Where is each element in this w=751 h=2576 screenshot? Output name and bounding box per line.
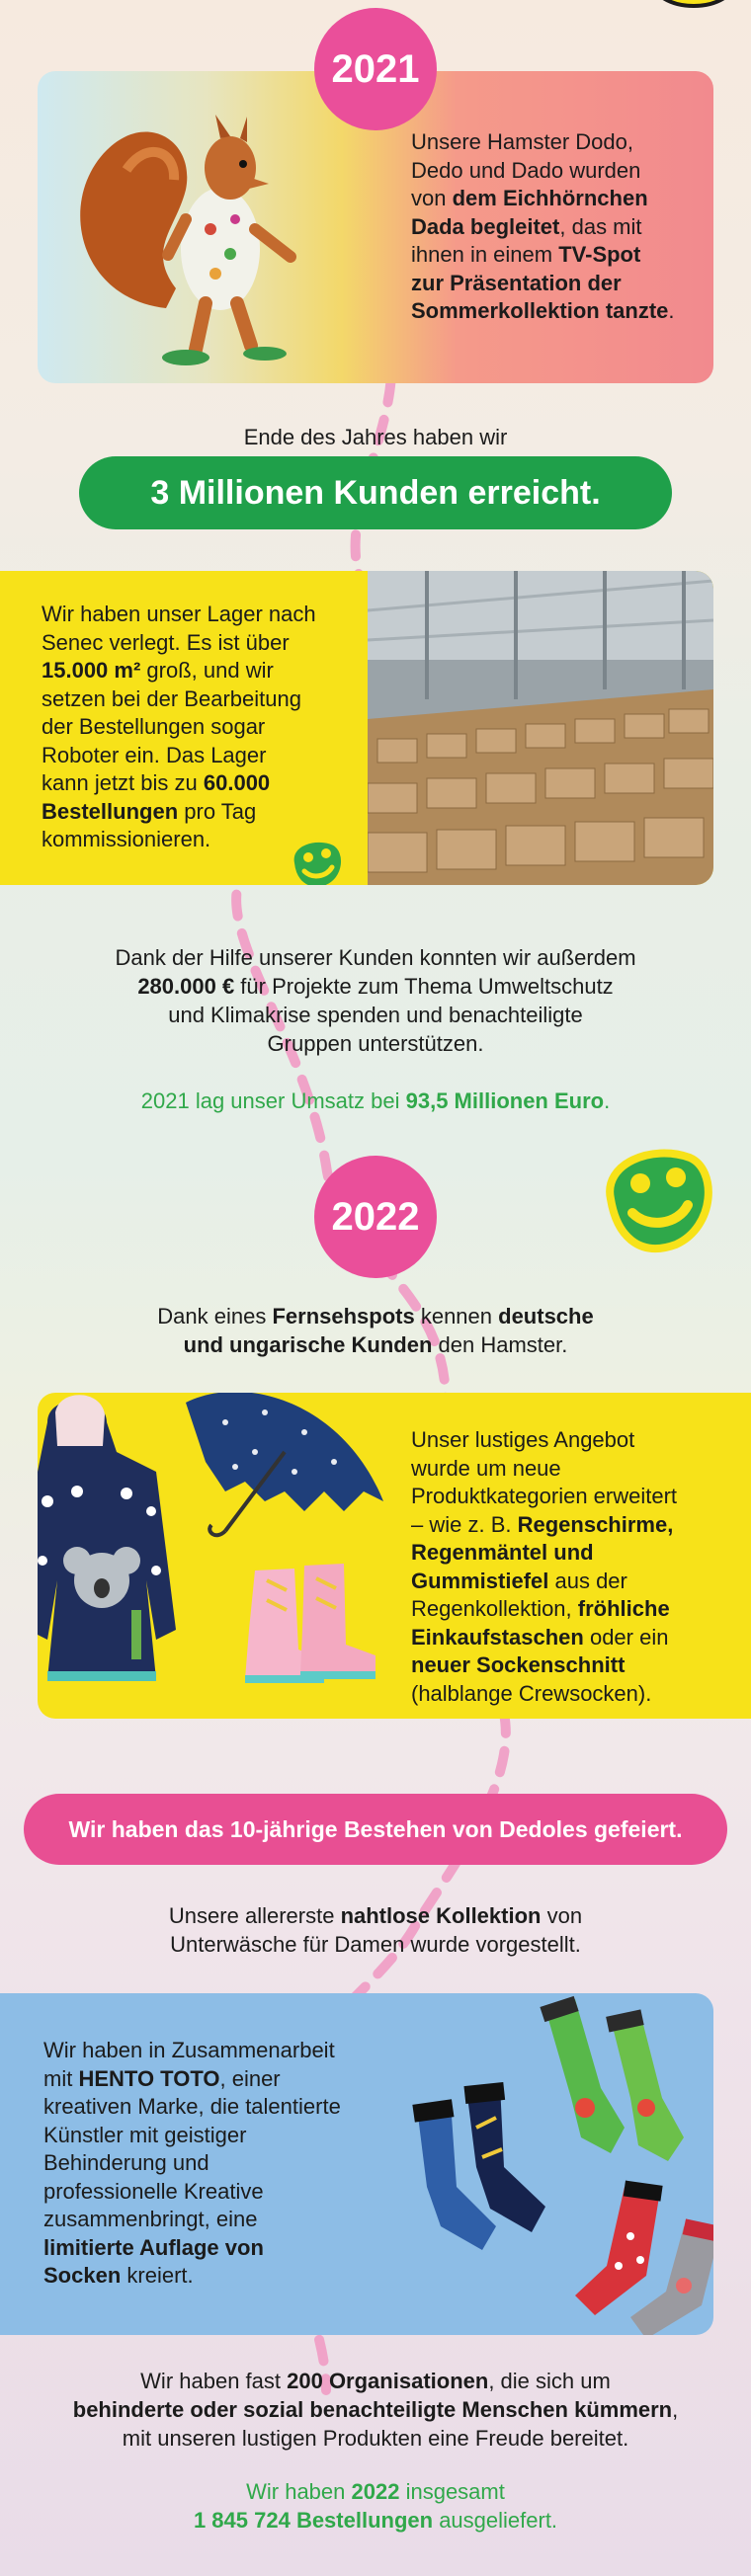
bold-text: HENTO TOTO [78, 2065, 220, 2091]
text-line: . [668, 298, 675, 323]
products-card-text [411, 1426, 747, 1708]
text-line: Gruppen unterstützen. [267, 1031, 484, 1056]
dedoles-logo-icon [287, 836, 348, 885]
bold-text: Fernsehspots [272, 1304, 415, 1328]
text-line: Dank eines [157, 1304, 273, 1328]
organisations-text [0, 2367, 751, 2453]
text-line: pro Tag [178, 798, 257, 824]
revenue-text [0, 1087, 751, 1115]
squirrel-illustration [57, 81, 374, 377]
text-line: kommissionieren. [42, 827, 211, 851]
text-line: Wir haben in Zusammenarbeit [43, 2038, 335, 2062]
bold-text: Regenmäntel und [411, 1540, 594, 1565]
bold-text: Socken [43, 2263, 122, 2288]
text-line: Unsere Hamster Dodo, [411, 129, 633, 154]
text-line: Produktkategorien erweitert [411, 1484, 678, 1508]
text-line: von [541, 1903, 583, 1928]
warehouse-card [0, 571, 713, 885]
text-line: Unterwäsche für Damen wurde vorgestellt. [170, 1932, 581, 1957]
text-line: Senec verlegt. Es ist über [42, 629, 290, 655]
text-line: zusammenbringt, eine [43, 2207, 258, 2231]
tvspot-text [0, 1302, 751, 1359]
text-line: Wir haben fast [140, 2369, 288, 2393]
text-line: und Klimakrise spenden und benachteiligte [168, 1003, 583, 1027]
seamless-collection-text [0, 1901, 751, 1959]
year-badge-2022 [314, 1156, 437, 1278]
text-line: Dedo und Dado wurden [411, 157, 641, 183]
bold-text: 1 845 724 Bestellungen [193, 2508, 434, 2533]
bold-text: dem Eichhörnchen [452, 186, 648, 210]
bold-text: Gummistiefel [411, 1568, 549, 1593]
bold-text: behinderte oder sozial benachteiligte Menschen kümmern [72, 2397, 673, 2422]
year-badge-label: 2022 [331, 1194, 420, 1239]
bold-text: 280.000 € [137, 974, 235, 999]
pill-label: 3 Millionen Kunden erreicht. [150, 473, 601, 512]
text-line: oder ein [583, 1624, 669, 1650]
bold-text: limitierte Auflage von [43, 2234, 264, 2260]
bold-text: und ungarische Kunden [183, 1332, 433, 1357]
text-line: , das mit [559, 213, 642, 239]
text-line: ausgeliefert. [433, 2508, 558, 2533]
pill-label: Wir haben das 10-jährige Bestehen von Dedoles gefeiert. [68, 1815, 683, 1842]
text-line: – wie z. B. [411, 1511, 518, 1537]
warehouse-photo [368, 571, 713, 885]
bold-text: Sommerkollektion tanzte [411, 298, 669, 323]
bold-text: neuer Sockenschnitt [411, 1652, 626, 1677]
text-line: kann jetzt bis zu [42, 770, 204, 795]
text-line: Roboter ein. Das Lager [42, 742, 267, 767]
text-line: kreiert. [121, 2263, 194, 2288]
hento-toto-card-text [43, 2037, 389, 2291]
text-line: setzen bei der Bearbeitung [42, 685, 301, 711]
bold-text: 93,5 Millionen Euro [405, 1088, 605, 1113]
text-line: von [411, 186, 453, 210]
hento-toto-card [0, 1993, 713, 2335]
end-of-year-text: Ende des Jahres haben wir [243, 425, 508, 449]
bold-text: fröhliche [577, 1596, 670, 1621]
orders-text [0, 2477, 751, 2535]
text-line: mit [43, 2065, 79, 2091]
socks-illustration [387, 1993, 713, 2335]
warehouse-card-text [42, 601, 377, 854]
customers-milestone-pill [79, 456, 672, 529]
text-line: , [672, 2397, 679, 2422]
bold-text: Regenschirme, [517, 1511, 674, 1537]
text-line: . [604, 1088, 611, 1113]
text-line: Wir haben unser Lager nach [42, 602, 316, 626]
bold-text: TV-Spot [558, 242, 641, 267]
text-line: der Bestellungen sogar [42, 714, 266, 739]
products-card [38, 1393, 751, 1719]
bold-text: zur Präsentation der [411, 270, 622, 295]
text-line: kennen [414, 1304, 499, 1328]
text-line: wurde um neue [411, 1455, 561, 1481]
text-line: insgesamt [399, 2479, 505, 2504]
text-line: groß, und wir [140, 658, 274, 683]
text-line: Wir haben [246, 2479, 352, 2504]
text-line: für Projekte zum Thema Umweltschutz [234, 974, 614, 999]
year-badge-label: 2021 [331, 46, 420, 91]
text-line: professionelle Kreative [43, 2178, 264, 2204]
bold-text: 2022 [351, 2479, 400, 2504]
text-line: Unser lustiges Angebot [411, 1427, 635, 1452]
text-line: mit unseren lustigen Produkten eine Freude bereitet. [122, 2426, 629, 2451]
bold-text: 200 Organisationen [287, 2369, 489, 2393]
text-line: den Hamster. [432, 1332, 568, 1357]
text-line: , die sich um [488, 2369, 611, 2393]
squirrel-card-text [411, 128, 708, 326]
bold-text: Bestellungen [42, 798, 179, 824]
bold-text: 15.000 m² [42, 658, 141, 683]
anniversary-pill [24, 1794, 727, 1865]
text-line: Regenkollektion, [411, 1596, 578, 1621]
text-line: (halblange Crewsocken). [411, 1680, 652, 1706]
dedoles-logo-icon [644, 0, 743, 10]
text-line: , einer [219, 2065, 281, 2091]
text-line: Künstler mit geistiger [43, 2122, 247, 2147]
text-line: Behinderung und [43, 2150, 209, 2175]
bold-text: Dada begleitet [411, 213, 560, 239]
bold-text: nahtlose Kollektion [340, 1903, 542, 1928]
rain-products-illustration [38, 1393, 403, 1719]
bold-text: Einkaufstaschen [411, 1624, 584, 1650]
bold-text: 60.000 [203, 770, 271, 795]
text-line: Dank der Hilfe unserer Kunden konnten wir außerdem [115, 945, 636, 970]
text-line: aus der [548, 1568, 627, 1593]
text-line: 2021 lag unser Umsatz bei [140, 1088, 406, 1113]
dedoles-logo-icon [599, 1144, 717, 1254]
bold-text: deutsche [498, 1304, 594, 1328]
donation-text [0, 943, 751, 1058]
text-line: kreativen Marke, die talentierte [43, 2094, 341, 2119]
text-line: Unsere allererste [168, 1903, 341, 1928]
text-line: ihnen in einem [411, 242, 559, 267]
year-badge-2021 [314, 8, 437, 130]
